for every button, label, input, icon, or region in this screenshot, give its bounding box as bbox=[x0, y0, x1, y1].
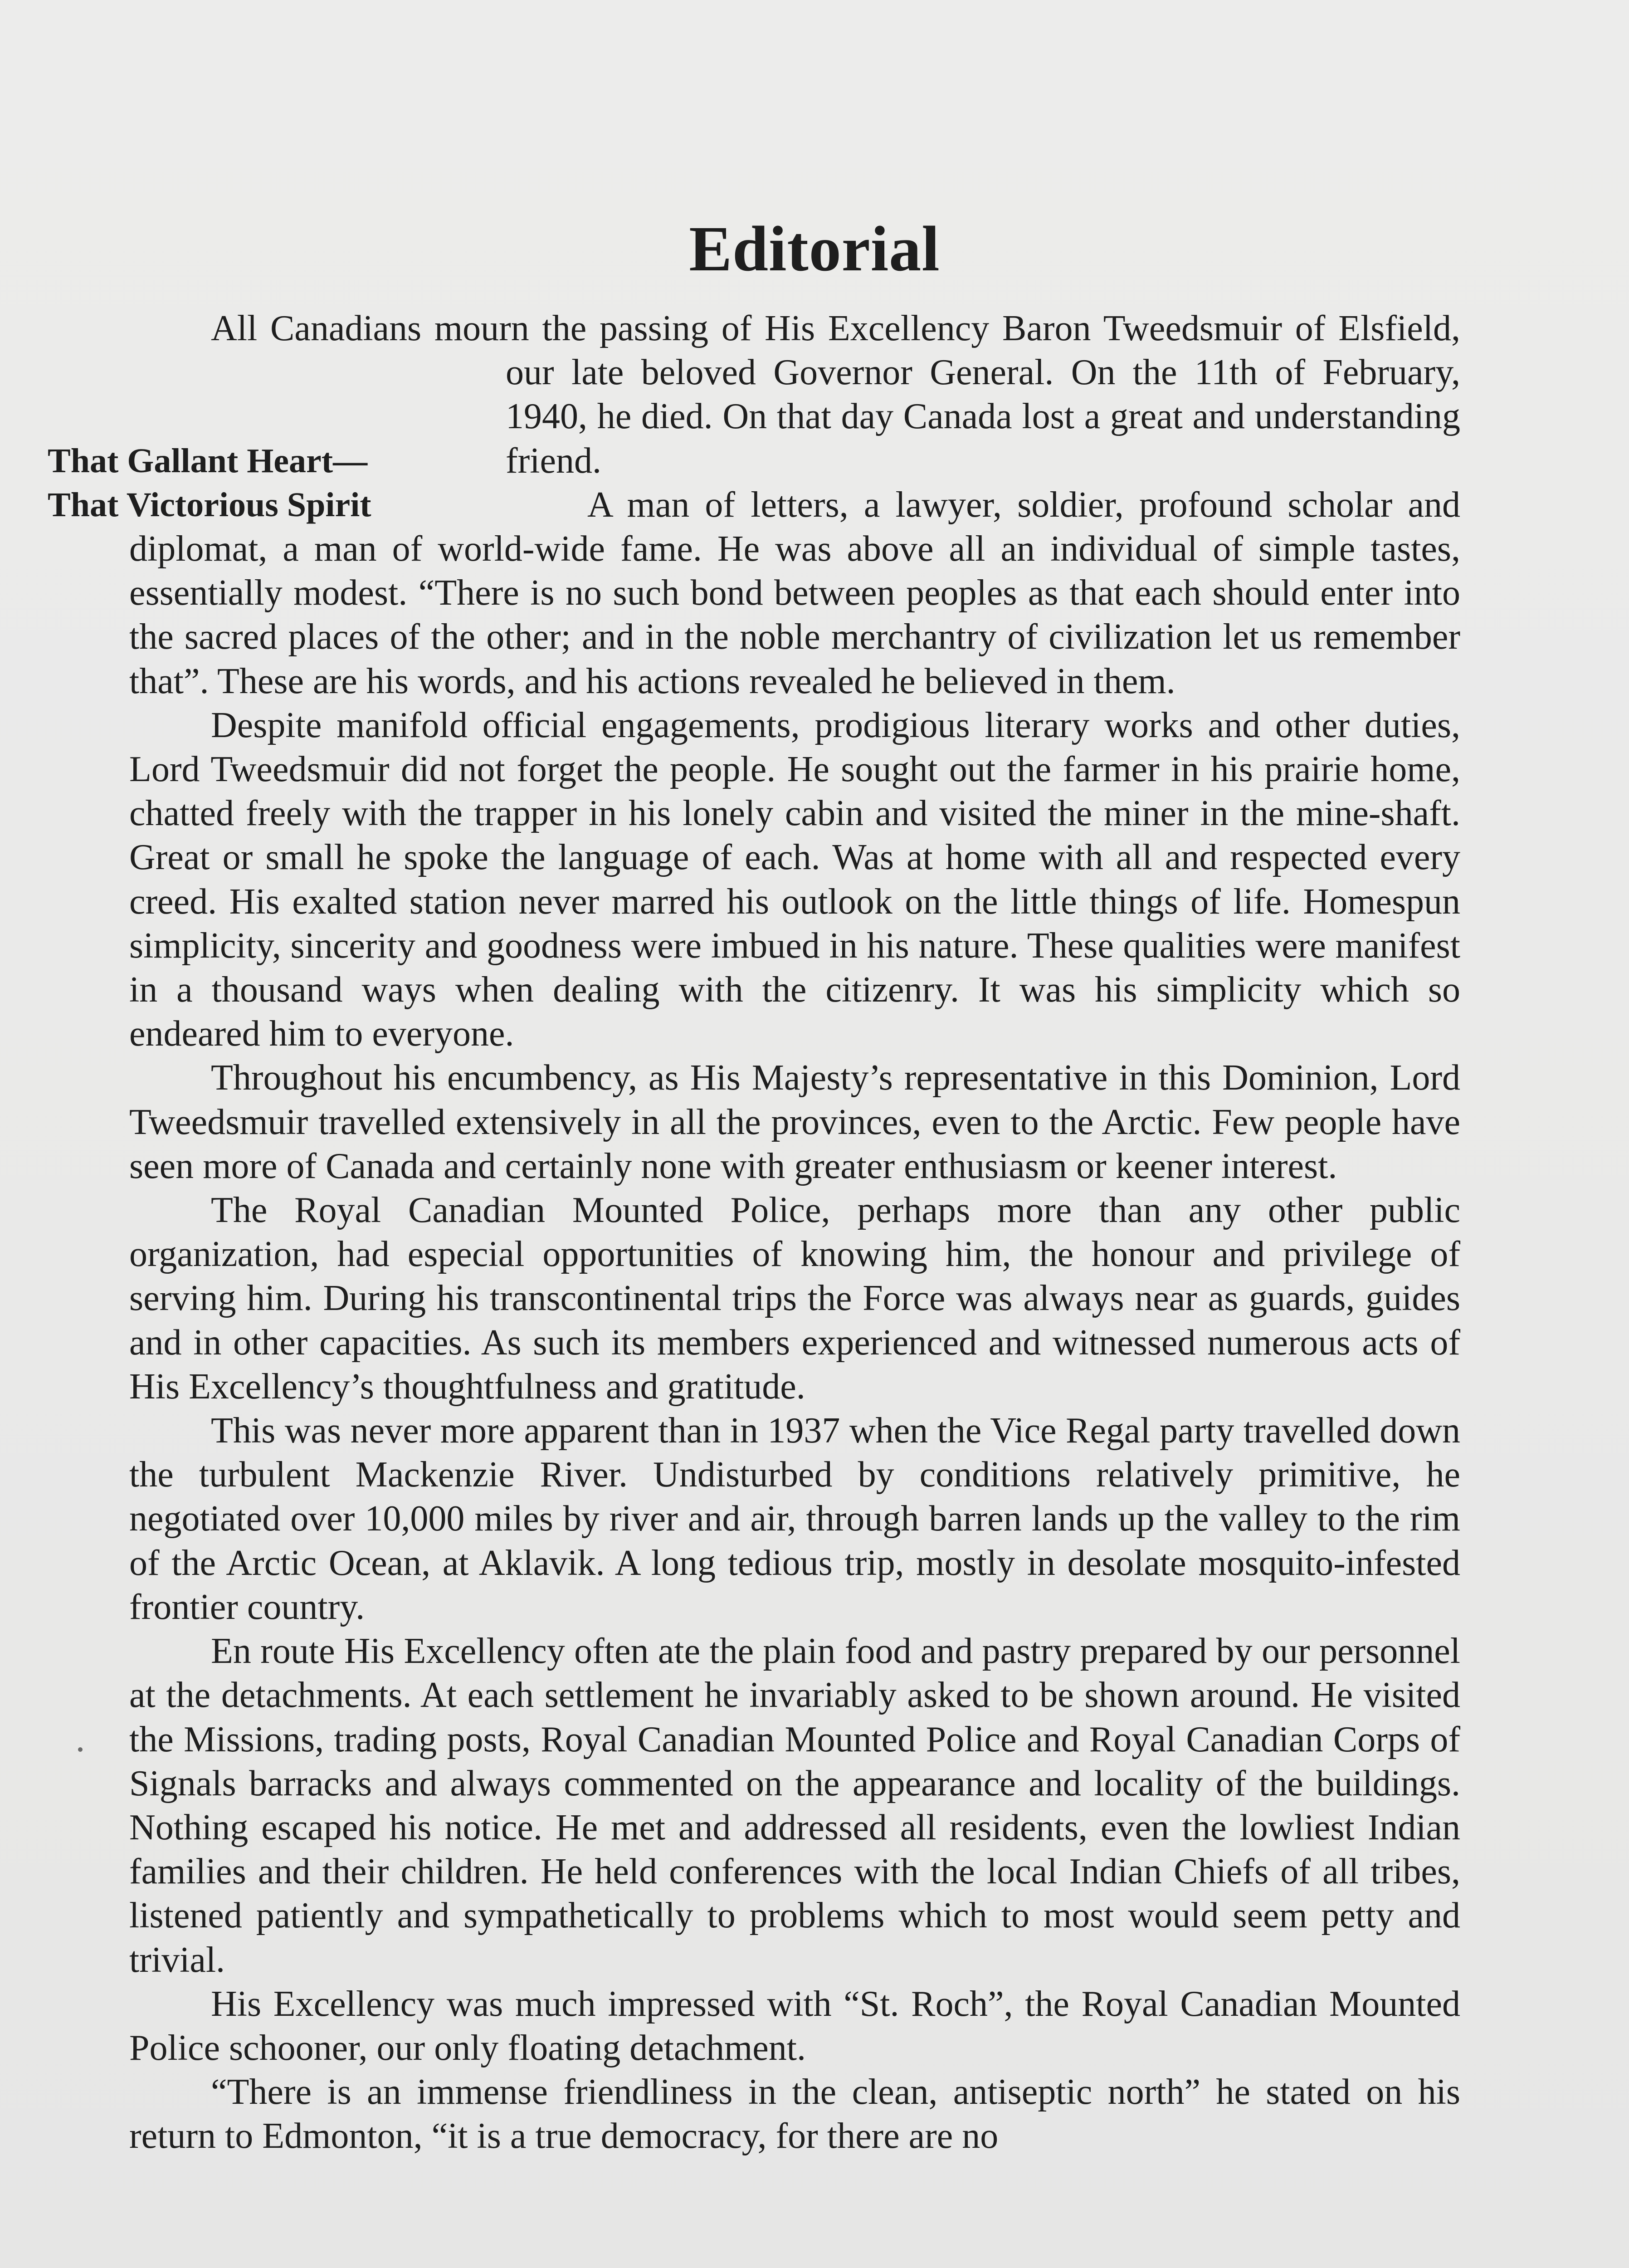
paragraph-7 bbox=[129, 1629, 1460, 1982]
paragraph-6-text: This was never more apparent than in 1937 when the Vice Regal party travelled down the turbulent Mackenzie River. Undisturbed by conditions relatively primitive, he negotiated over 10,000 miles by river and air, through barren lands up the valley to the rim of the Arctic Ocean, at Aklavik. A long tedious trip, mostly in desolate mosquito-infested frontier country. bbox=[129, 1411, 1460, 1627]
page-title: Editorial bbox=[689, 213, 940, 284]
side-heading bbox=[48, 395, 506, 527]
paragraph-2-text: A man of letters, a lawyer, soldier, profound scholar and diplomat, a man of world-wide fame. He was above all an individual of simple tastes, essentially modest. “There is no such bond between peoples as that each should enter into the sacred places of the other; and in the noble merchantry of civilization let us remember that”. These are his words, and his actions revealed he believed in them. bbox=[129, 484, 1460, 701]
paragraph-8-text: His Excellency was much impressed with “St. Roch”, the Royal Canadian Mounted Police schooner, our only floating detachment. bbox=[129, 1984, 1460, 2068]
paragraph-9-text: “There is an immense friendliness in the clean, antiseptic north” he stated on his return to Edmonton, “it is a true democracy, for there are no bbox=[129, 2072, 1460, 2156]
paragraph-3-text: Despite manifold official engagements, prodigious literary works and other duties, Lord Tweedsmuir did not forget the people. He sought out the farmer in his prairie home, chatted freely with the trapper in his lonely cabin and visited the miner in the mine-shaft. Great or small he spoke the language of each. Was at home with all and respected every creed. His exalted station never marred his outlook on the little things of life. Homespun simplicity, sincerity and goodness were imbued in his nature. These qualities were manifest in a thousand ways when dealing with the citizenry. It was his simplicity which so endeared him to everyone. bbox=[129, 705, 1460, 1054]
paragraph-5 bbox=[129, 1188, 1460, 1409]
article-body bbox=[48, 307, 1460, 2159]
paragraph-8 bbox=[129, 1982, 1460, 2070]
paragraph-4-text: Throughout his encumbency, as His Majesty’s representative in this Dominion, Lord Tweedsmuir travelled extensively in all the provinces, even to the Arctic. Few people have seen more of Canada and certainly none with greater enthusiasm or keener interest. bbox=[129, 1058, 1460, 1186]
paragraph-1-text: All Canadians mourn the passing of His Excellency Baron Tweedsmuir of Elsfield, our late beloved Governor General. On the 11th of February, 1940, he died. On that day Canada lost a great and understanding friend. bbox=[211, 308, 1460, 481]
paragraph-1 bbox=[48, 307, 1460, 524]
paragraph-3 bbox=[129, 704, 1460, 1056]
paragraph-5-text: The Royal Canadian Mounted Police, perhaps more than any other public organization, had especial opportunities of knowing him, the honour and privilege of serving him. During his transcontinental trips the Force was always near as guards, guides and in other capacities. As such its members experienced and witnessed numerous acts of His Excellency’s thoughtfulness and gratitude. bbox=[129, 1190, 1460, 1407]
paragraph-6 bbox=[129, 1409, 1460, 1629]
paragraph-7-text: En route His Excellency often ate the plain food and pastry prepared by our personnel at the detachments. At each settlement he invariably asked to be shown around. He visited the Missions, trading posts, Royal Canadian Mounted Police and Royal Canadian Corps of Signals barracks and always commented on the appearance and locality of the buildings. Nothing escaped his notice. He met and addressed all residents, even the lowliest Indian families and their children. He held conferences with the local Indian Chiefs of all tribes, listened patiently and sympathetically to problems which to most would seem petty and trivial. bbox=[129, 1631, 1460, 1980]
side-heading-line-2: That Victorious Spirit bbox=[48, 485, 371, 524]
scan-speck bbox=[78, 1747, 83, 1752]
paragraph-4 bbox=[129, 1056, 1460, 1188]
side-heading-line-1: That Gallant Heart— bbox=[48, 441, 368, 480]
paragraph-9 bbox=[129, 2070, 1460, 2158]
